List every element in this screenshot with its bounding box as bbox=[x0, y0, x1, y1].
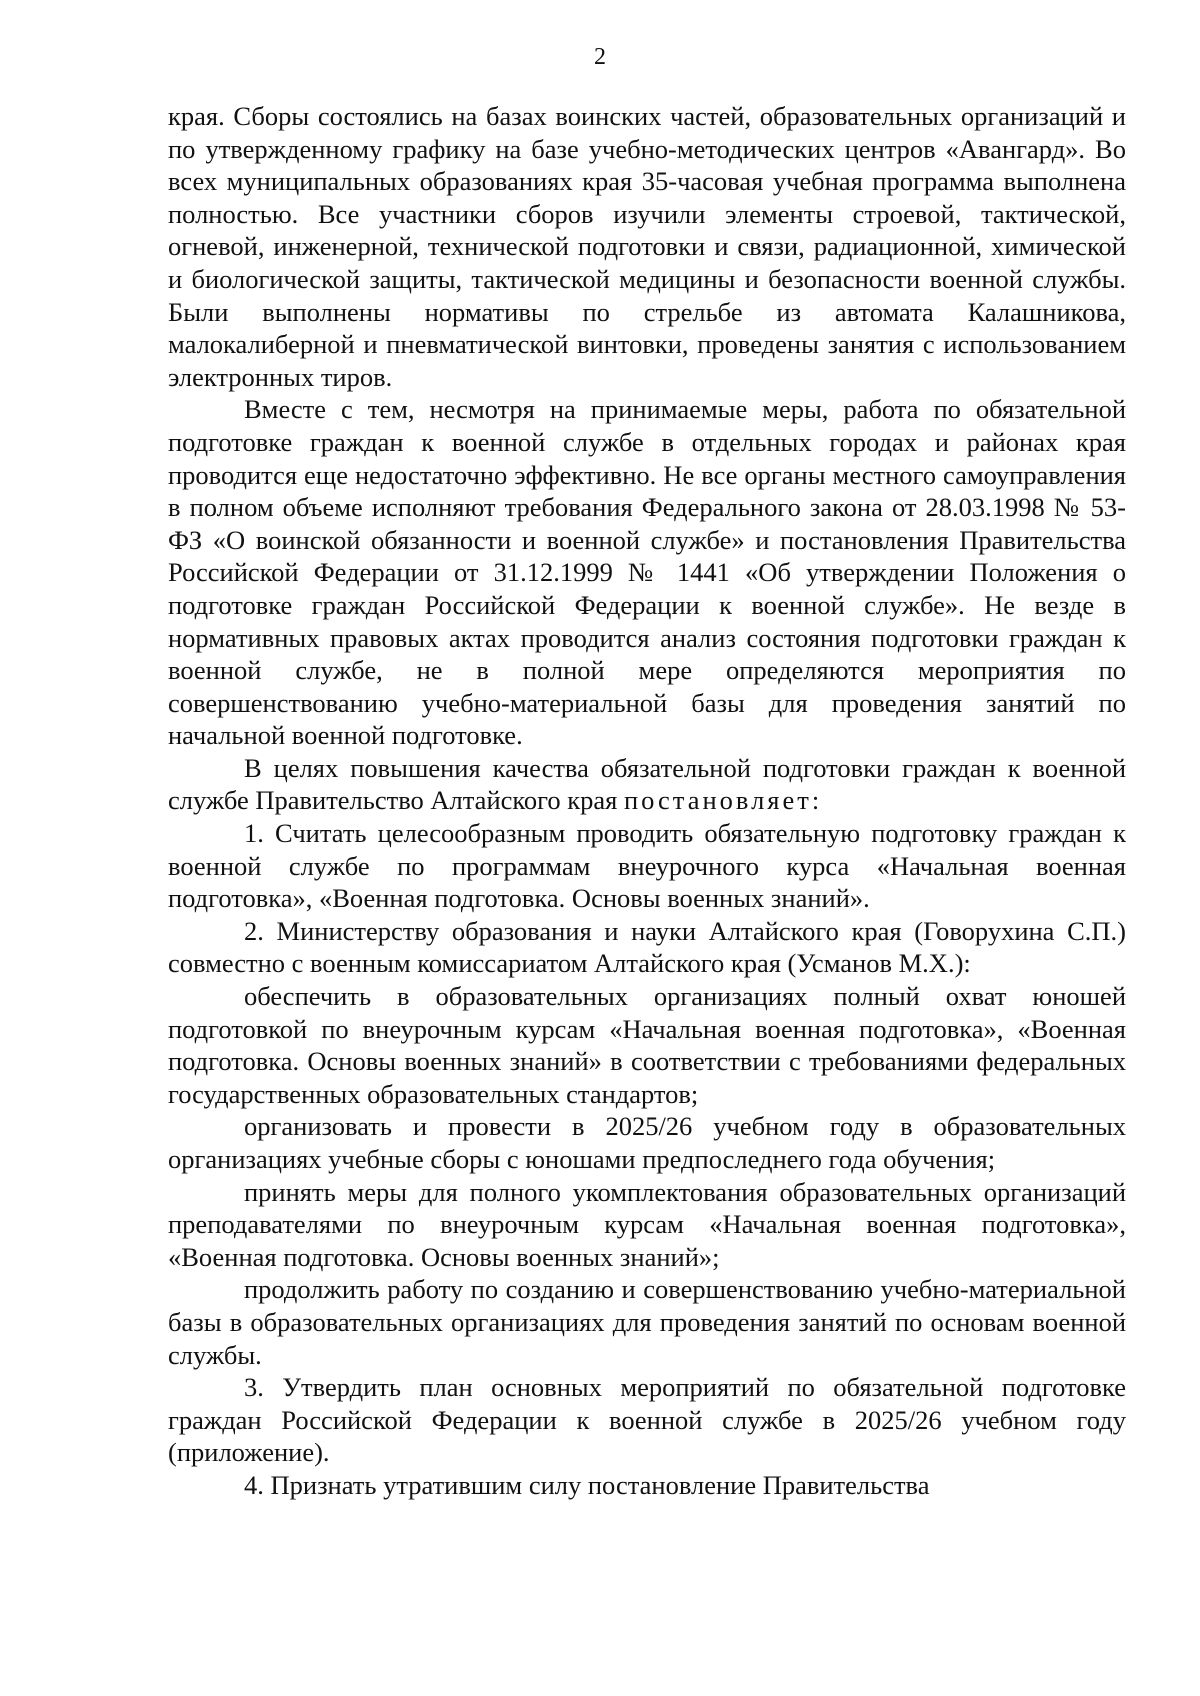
document-body bbox=[168, 100, 1126, 1502]
paragraph-10: 3. Утвердить план основных мероприятий по обязательной подготовке граждан Российской Федерации к военной службе в 2025/26 учебном году (приложение). bbox=[168, 1372, 1126, 1468]
page-number: 2 bbox=[594, 44, 606, 70]
paragraph-5: 2. Министерству образования и науки Алтайского края (Говорухина С.П.) совместно с военным комиссариатом Алтайского края (Усманов М.Х.): bbox=[168, 915, 1126, 979]
paragraph-8: принять меры для полного укомплектования образовательных организаций преподавателями по внеурочным курсам «Начальная военная подготовка», «Военная подготовка. Основы военных знаний»; bbox=[168, 1176, 1126, 1272]
paragraph-3 bbox=[168, 752, 1126, 817]
paragraph-1: края. Сборы состоялись на базах воинских частей, образовательных организаций и по утвержденному графику на базе учебно-методических центров «Авангард». Во всех муниципальных образованиях края 35-часовая учебная программа выполнена полностью. Все участники сборов изучили элементы строевой, тактической, огневой, инженерной, технической подготовки и связи, радиационной, химической и биологической защиты, тактической медицины и безопасности военной службы. Были выполнены нормативы по стрельбе из автомата Калашникова, малокалиберной и пневматической винтовки, проведены занятия с использованием электронных тиров. bbox=[168, 101, 1126, 392]
paragraph-7: организовать и провести в 2025/26 учебном году в образовательных организациях учебные сборы с юношами предпоследнего года обучения; bbox=[168, 1111, 1126, 1174]
paragraph-3-text: В целях повышения качества обязательной подготовки граждан к военной службе Правительство Алтайского края bbox=[168, 752, 1126, 816]
paragraph-6: обеспечить в образовательных организациях полный охват юношей подготовкой по внеурочным курсам «Начальная военная подготовка», «Военная подготовка. Основы военных знаний» в соответствии с требованиями федеральных государственных образовательных стандартов; bbox=[168, 981, 1126, 1109]
paragraph-11: 4. Признать утратившим силу постановление Правительства bbox=[244, 1469, 930, 1500]
paragraph-9: продолжить работу по созданию и совершенствованию учебно-материальной базы в образовательных организациях для проведения занятий по основам военной службы. bbox=[168, 1274, 1126, 1370]
paragraph-2: Вместе с тем, несмотря на принимаемые меры, работа по обязательной подготовке граждан к военной службе в отдельных городах и районах края проводится еще недостаточно эффективно. Не все органы местного самоуправления в полном объеме исполняют требования Федерального закона от 28.03.1998 № 53-ФЗ «О воинской обязанности и военной службе» и постановления Правительства Российской Федерации от 31.12.1999 № 1441 «Об утверждении Положения о подготовке граждан Российской Федерации к военной службе». Не везде в нормативных правовых актах проводится анализ состояния подготовки граждан к военной службе, не в полной мере определяются мероприятия по совершенствованию учебно-материальной базы для проведения занятий по начальной военной подготовке. bbox=[168, 394, 1126, 751]
paragraph-4: 1. Считать целесообразным проводить обязательную подготовку граждан к военной службе по программам внеурочного курса «Начальная военная подготовка», «Военная подготовка. Основы военных знаний». bbox=[168, 818, 1126, 914]
resolves-word: постановляет: bbox=[623, 785, 823, 816]
